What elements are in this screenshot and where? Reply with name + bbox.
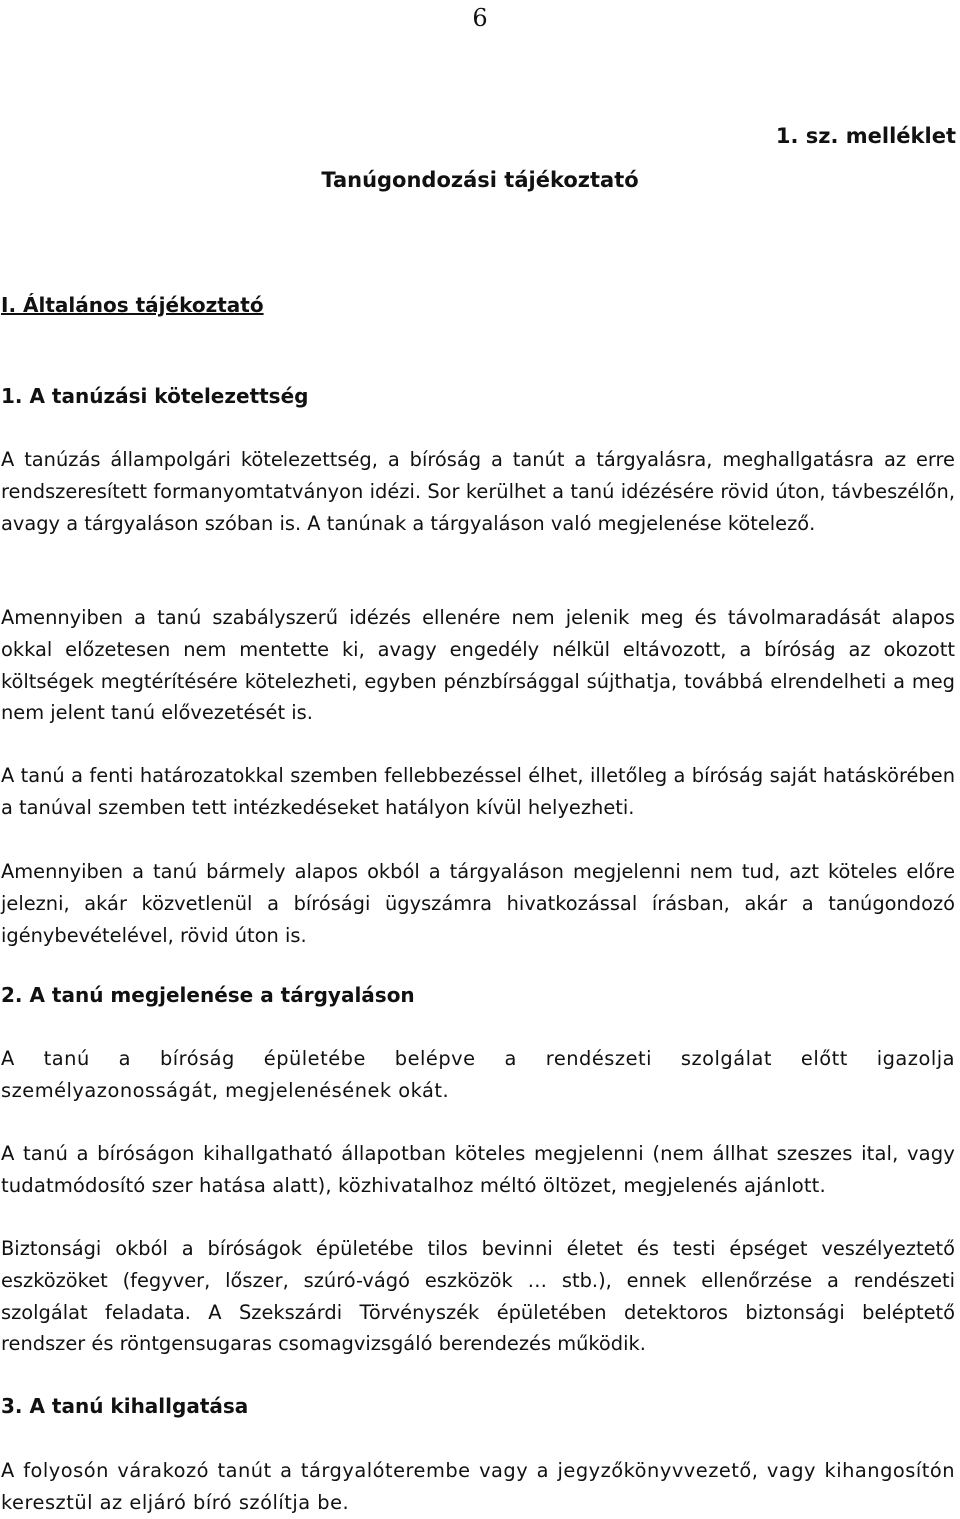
section-3-paragraph-1: A folyosón várakozó tanút a tárgyalóterembe vagy a jegyzőkönyvvezető, vagy kihangosítón keresztül az eljáró bíró szólítja be. (1, 1459, 955, 1514)
section-2-heading: 2. A tanú megjelenése a tárgyaláson (1, 983, 415, 1007)
section-1-heading: 1. A tanúzási kötelezettség (1, 384, 309, 408)
section-2-paragraph-3: Biztonsági okból a bíróságok épületébe tilos bevinni életet és testi épséget veszélyeztető eszközöket (fegyver, lőszer, szúró-vágó eszközök … stb.), ennek ellenőrzése a rendészeti szolgálat feladata. A Szekszárdi Törvényszék épületében detektoros biztonsági beléptető rendszer és röntgensugaras csomagvizsgáló berendezés működik. (1, 1237, 955, 1356)
section-2-paragraph-2: A tanú a bíróságon kihallgatható állapotban köteles megjelenni (nem állhat szeszes ital, vagy tudatmódosító szer hatása alatt), közhivatalhoz méltó öltözet, megjelenés ajánlott. (1, 1142, 955, 1197)
section-3-heading: 3. A tanú kihallgatása (1, 1394, 249, 1418)
section-heading-general: I. Általános tájékoztató (1, 293, 264, 317)
section-2-paragraph-1: A tanú a bíróság épületébe belépve a rendészeti szolgálat előtt igazolja személyazonosságát, megjelenésének okát. (1, 1047, 955, 1102)
section-1-paragraph-1: A tanúzás állampolgári kötelezettség, a bíróság a tanút a tárgyalásra, meghallgatásra az erre rendszeresített formanyomtatványon idézi. Sor kerülhet a tanú idézésére rövid úton, távbeszélőn, avagy a tárgyaláson szóban is. A tanúnak a tárgyaláson való megjelenése kötelező. (1, 448, 955, 535)
page-number: 6 (472, 4, 488, 32)
section-1-paragraph-4: Amennyiben a tanú bármely alapos okból a tárgyaláson megjelenni nem tud, azt köteles előre jelezni, akár közvetlenül a bírósági ügyszámra hivatkozással írásban, akár a tanúgondozó igénybevételével, rövid úton is. (1, 860, 955, 947)
document-title: Tanúgondozási tájékoztató (321, 168, 639, 192)
section-1-paragraph-2: Amennyiben a tanú szabályszerű idézés ellenére nem jelenik meg és távolmaradását alapos okkal előzetesen nem mentette ki, avagy engedély nélkül eltávozott, a bíróság az okozott költségek megtérítésére kötelezheti, egyben pénzbírsággal sújthatja, továbbá elrendelheti a meg nem jelent tanú elővezetését is. (1, 606, 955, 725)
section-1-paragraph-3: A tanú a fenti határozatokkal szemben fellebbezéssel élhet, illetőleg a bíróság saját hatáskörében a tanúval szemben tett intézkedéseket hatályon kívül helyezheti. (1, 764, 955, 819)
annex-label: 1. sz. melléklet (775, 124, 956, 148)
